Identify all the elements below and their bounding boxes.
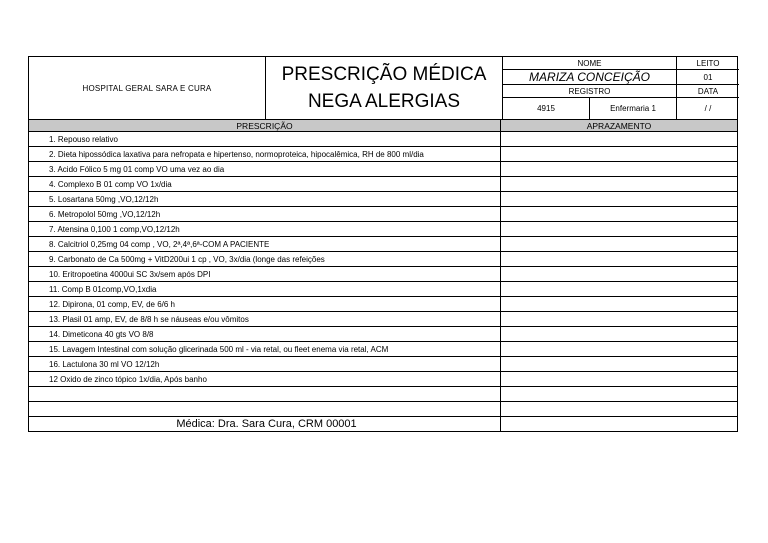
table-row xyxy=(29,177,738,192)
table-row xyxy=(29,297,738,312)
aprazamento-cell xyxy=(501,192,738,207)
prescription-table xyxy=(28,119,738,432)
aprazamento-cell xyxy=(501,162,738,177)
bed-number: 01 xyxy=(677,70,739,85)
prescription-item: 6. Metropolol 50mg ,VO,12/12h xyxy=(29,207,501,222)
prescription-item: 12 Oxido de zinco tópico 1x/dia, Após banho xyxy=(29,372,501,387)
prescription-item xyxy=(29,402,501,417)
title-line-2: NEGA ALERGIAS xyxy=(307,91,461,112)
table-row xyxy=(29,162,738,177)
patient-info xyxy=(503,57,737,119)
prescription-item: 13. Plasil 01 amp, EV, de 8/8 h se náuseas e/ou vômitos xyxy=(29,312,501,327)
footer-aprazamento-cell xyxy=(501,417,738,432)
table-row xyxy=(29,252,738,267)
aprazamento-cell xyxy=(501,237,738,252)
prescription-header xyxy=(28,56,738,119)
table-row xyxy=(29,357,738,372)
prescription-sheet xyxy=(28,56,738,432)
table-header-row xyxy=(29,120,738,132)
aprazamento-cell xyxy=(501,252,738,267)
prescription-item: 3. Acido Fólico 5 mg 01 comp VO uma vez ao dia xyxy=(29,162,501,177)
prescription-item: 11. Comp B 01comp,VO,1xdia xyxy=(29,282,501,297)
prescription-item: 4. Complexo B 01 comp VO 1x/dia xyxy=(29,177,501,192)
prescription-item: 9. Carbonato de Ca 500mg + VitD200ui 1 cp , VO, 3x/dia (longe das refeições xyxy=(29,252,501,267)
prescription-item: 2. Dieta hipossódica laxativa para nefropata e hipertenso, normoproteica, hipocalêmica, RH de 800 ml/dia xyxy=(29,147,501,162)
aprazamento-cell xyxy=(501,327,738,342)
data-label: DATA xyxy=(677,85,739,98)
prescription-item: 12. Dipirona, 01 comp, EV, de 6/6 h xyxy=(29,297,501,312)
aprazamento-cell xyxy=(501,132,738,147)
aprazamento-cell xyxy=(501,207,738,222)
aprazamento-cell xyxy=(501,387,738,402)
table-footer-row xyxy=(29,417,738,432)
registro-label: REGISTRO xyxy=(503,85,677,98)
prescription-item: 8. Calcitriol 0,25mg 04 comp , VO, 2ª,4ª,6ª-COM A PACIENTE xyxy=(29,237,501,252)
patient-name: MARIZA CONCEIÇÃO xyxy=(503,70,677,85)
registro-value: 4915 xyxy=(503,98,590,119)
prescription-item: 1. Repouso relativo xyxy=(29,132,501,147)
aprazamento-cell xyxy=(501,312,738,327)
table-row xyxy=(29,147,738,162)
aprazamento-cell xyxy=(501,147,738,162)
aprazamento-cell xyxy=(501,357,738,372)
table-row xyxy=(29,267,738,282)
date-value: / / xyxy=(704,104,712,113)
nome-label: NOME xyxy=(503,57,677,70)
prescription-item: 7. Atensina 0,100 1 comp,VO,12/12h xyxy=(29,222,501,237)
aprazamento-header: APRAZAMENTO xyxy=(501,120,738,132)
aprazamento-cell xyxy=(501,222,738,237)
prescricao-header: PRESCRIÇÃO xyxy=(29,120,501,132)
aprazamento-cell xyxy=(501,372,738,387)
document-title xyxy=(266,57,503,119)
table-row xyxy=(29,192,738,207)
table-row xyxy=(29,222,738,237)
prescription-item: 14. Dimeticona 40 gts VO 8/8 xyxy=(29,327,501,342)
leito-label: LEITO xyxy=(677,57,739,70)
table-row xyxy=(29,237,738,252)
table-row xyxy=(29,327,738,342)
prescription-item: 15. Lavagem Intestinal com solução glicerinada 500 ml - via retal, ou fleet enema via retal, ACM xyxy=(29,342,501,357)
table-row xyxy=(29,312,738,327)
prescription-item: 16. Lactulona 30 ml VO 12/12h xyxy=(29,357,501,372)
ward-value: Enfermaria 1 xyxy=(590,98,677,119)
aprazamento-cell xyxy=(501,342,738,357)
table-row xyxy=(29,342,738,357)
doctor-signature: Médica: Dra. Sara Cura, CRM 00001 xyxy=(29,417,501,432)
table-row xyxy=(29,132,738,147)
table-row xyxy=(29,372,738,387)
aprazamento-cell xyxy=(501,267,738,282)
table-row xyxy=(29,282,738,297)
aprazamento-cell xyxy=(501,402,738,417)
table-row xyxy=(29,402,738,417)
prescription-item: 10. Eritropoetina 4000ui SC 3x/sem após DPI xyxy=(29,267,501,282)
aprazamento-cell xyxy=(501,297,738,312)
prescription-item: 5. Losartana 50mg ,VO,12/12h xyxy=(29,192,501,207)
table-row xyxy=(29,207,738,222)
aprazamento-cell xyxy=(501,282,738,297)
hospital-name: HOSPITAL GERAL SARA E CURA xyxy=(29,57,266,119)
aprazamento-cell xyxy=(501,177,738,192)
title-line-1: PRESCRIÇÃO MÉDICA xyxy=(281,64,487,85)
table-row xyxy=(29,387,738,402)
prescription-item xyxy=(29,387,501,402)
